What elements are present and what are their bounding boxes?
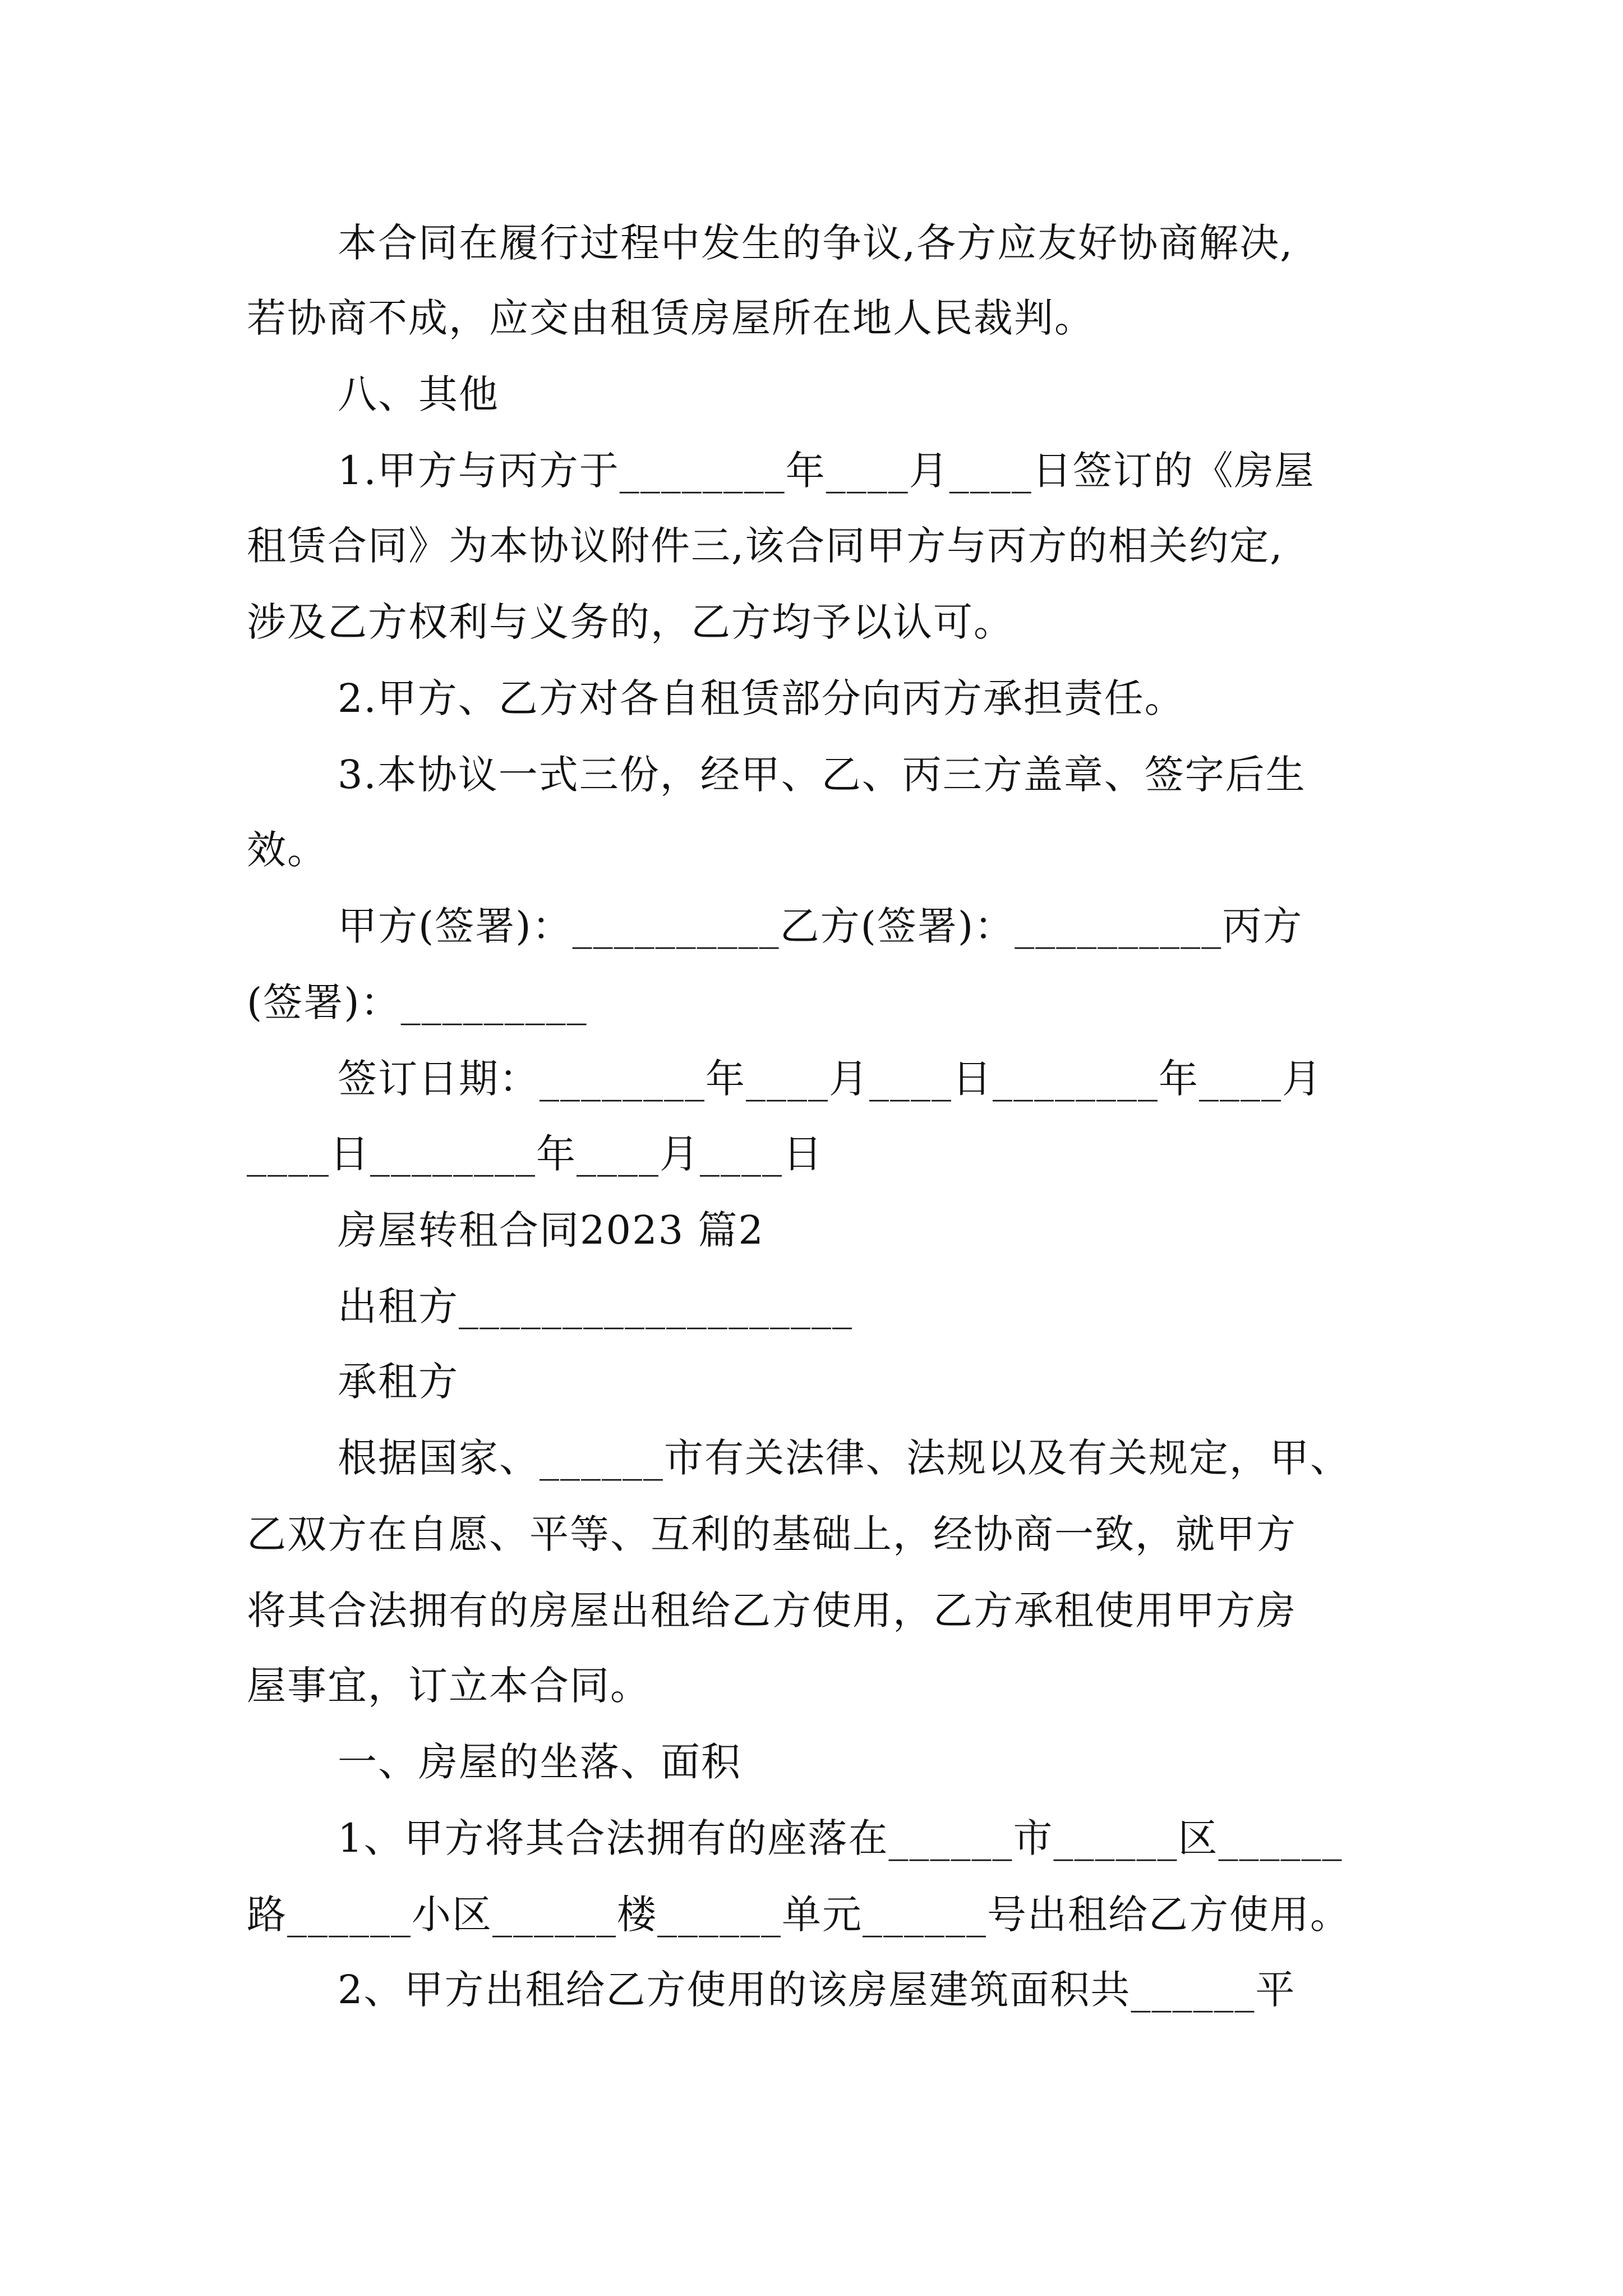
text-line: 2、甲方出租给乙方使用的该房屋建筑面积共______平 [338, 1967, 1296, 2013]
text-line: 2.甲方、乙方对各自租赁部分向丙方承担责任。 [338, 675, 1185, 721]
text-line: 本合同在履行过程中发生的争议,各方应友好协商解决, [338, 220, 1294, 266]
text-line: 租赁合同》为本协议附件三,该合同甲方与丙方的相关约定, [247, 523, 1284, 569]
text-line: 1.甲方与丙方于________年____月____日签订的《房屋 [338, 448, 1315, 494]
text-line: 乙双方在自愿、平等、互利的基础上，经协商一致，就甲方 [247, 1511, 1297, 1557]
lessor-line: 出租方___________________ [338, 1283, 853, 1329]
date-line: ____日________年____月____日 [247, 1131, 823, 1177]
text-line: 3.本协议一式三份，经甲、乙、丙三方盖章、签字后生 [338, 752, 1306, 798]
signature-line: (签署)：_________ [247, 979, 588, 1025]
text-line: 根据国家、______市有关法律、法规以及有关规定，甲、 [338, 1435, 1350, 1481]
text-line: 若协商不成，应交由租赁房屋所在地人民裁判。 [247, 295, 1095, 341]
lessee-line: 承租方 [338, 1359, 459, 1405]
contract-title: 房屋转租合同2023 篇2 [338, 1207, 764, 1253]
section-heading: 一、房屋的坐落、面积 [338, 1739, 741, 1785]
text-line: 将其合法拥有的房屋出租给乙方使用，乙方承租使用甲方房 [247, 1588, 1297, 1634]
text-line: 路______小区______楼______单元______号出租给乙方使用。 [247, 1892, 1350, 1938]
text-line: 涉及乙方权利与义务的，乙方均予以认可。 [247, 599, 1014, 645]
text-line: 1、甲方将其合法拥有的座落在______市______区______ [338, 1815, 1343, 1861]
date-line: 签订日期：________年____月____日________年____月 [338, 1056, 1322, 1102]
section-heading: 八、其他 [338, 371, 499, 417]
signature-line: 甲方(签署)：__________乙方(签署)：__________丙方 [338, 903, 1303, 949]
text-line: 效。 [247, 827, 328, 873]
text-line: 屋事宜，订立本合同。 [247, 1663, 651, 1709]
